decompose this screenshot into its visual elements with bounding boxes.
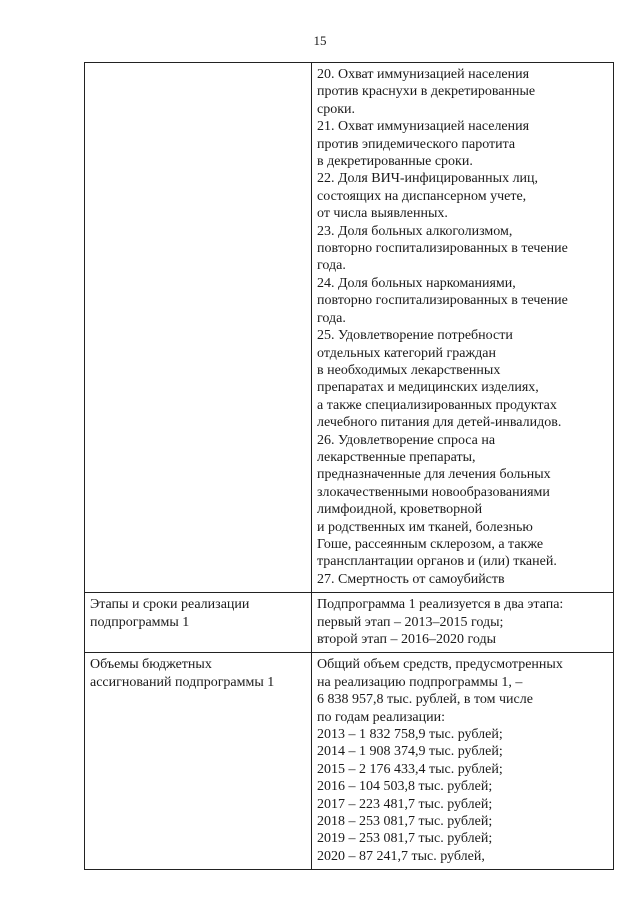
table-row-indicators — [85, 63, 614, 593]
cell-text-line: 22. Доля ВИЧ-инфицированных лиц, — [317, 171, 539, 187]
cell-text-line: препаратах и медицинских изделиях, — [317, 380, 539, 396]
cell-text-line: в декретированные сроки. — [317, 154, 473, 170]
table-row-budget — [85, 653, 614, 870]
cell-text-line: Подпрограмма 1 реализуется в два этапа: — [317, 597, 564, 613]
cell-text-line: 21. Охват иммунизацией населения — [317, 119, 530, 135]
row-label-cell — [85, 63, 312, 593]
cell-text-line: от числа выявленных. — [317, 206, 448, 222]
cell-text-line: состоящих на диспансерном учете, — [317, 188, 527, 204]
passport-table-body — [85, 63, 614, 870]
cell-text-line: лимфоидной, кроветворной — [317, 502, 483, 518]
cell-text-line: 2017 – 223 481,7 тыс. рублей; — [317, 796, 493, 812]
cell-text-line: 2016 – 104 503,8 тыс. рублей; — [317, 779, 493, 795]
program-passport-table — [84, 62, 614, 870]
page-number: 15 — [313, 33, 327, 48]
cell-text-line: Общий объем средств, предусмотренных — [317, 657, 563, 673]
cell-text-line: злокачественными новообразованиями — [317, 484, 550, 500]
cell-text-line: подпрограммы 1 — [90, 614, 190, 630]
cell-text-line: Этапы и сроки реализации — [90, 597, 250, 613]
cell-text-line: на реализацию подпрограммы 1, – — [317, 674, 523, 690]
cell-text-line: 26. Удовлетворение спроса на — [317, 432, 496, 448]
cell-text-line: против краснухи в декретированные — [317, 84, 536, 100]
cell-text-line: 2020 – 87 241,7 тыс. рублей, — [317, 848, 485, 864]
cell-text-line: Гоше, рассеянным склерозом, а также — [317, 536, 544, 552]
cell-text-line: 2019 – 253 081,7 тыс. рублей; — [317, 831, 493, 847]
cell-text-line: против эпидемического паротита — [317, 136, 516, 152]
cell-text-line: повторно госпитализированных в течение — [317, 293, 568, 309]
cell-text-line: второй этап – 2016–2020 годы — [317, 632, 497, 647]
cell-text-line: ассигнований подпрограммы 1 — [90, 674, 275, 690]
cell-text-line: по годам реализации: — [317, 709, 445, 725]
row-value-cell — [312, 63, 614, 593]
cell-text-line: 2013 – 1 832 758,9 тыс. рублей; — [317, 727, 503, 743]
cell-text-line: 2015 – 2 176 433,4 тыс. рублей; — [317, 761, 503, 777]
cell-text-line: лекарственные препараты, — [317, 449, 476, 465]
row-value-cell — [312, 593, 614, 653]
cell-text-line: 27. Смертность от самоубийств — [317, 571, 505, 587]
row-label-cell — [85, 593, 312, 653]
cell-text-line: в необходимых лекарственных — [317, 362, 501, 378]
cell-text-line: лечебного питания для детей-инвалидов. — [317, 415, 562, 431]
cell-text-line: первый этап – 2013–2015 годы; — [317, 614, 504, 630]
cell-text-line: трансплантации органов и (или) тканей. — [317, 554, 557, 570]
cell-text-line: 2018 – 253 081,7 тыс. рублей; — [317, 814, 493, 830]
cell-text-line: Объемы бюджетных — [90, 657, 212, 673]
cell-text-line: повторно госпитализированных в течение — [317, 241, 568, 257]
cell-text-line: 2014 – 1 908 374,9 тыс. рублей; — [317, 744, 503, 760]
cell-text-line: года. — [317, 310, 346, 326]
cell-text-line: предназначенные для лечения больных — [317, 467, 551, 483]
table-row-stages — [85, 593, 614, 653]
row-label-cell — [85, 653, 312, 870]
cell-text-line: 20. Охват иммунизацией населения — [317, 67, 530, 82]
cell-text-line: сроки. — [317, 101, 356, 117]
row-value-cell — [312, 653, 614, 870]
cell-text-line: отдельных категорий граждан — [317, 345, 496, 361]
cell-text-line: 25. Удовлетворение потребности — [317, 328, 513, 344]
cell-text-line: года. — [317, 258, 346, 274]
cell-text-line: 23. Доля больных алкоголизмом, — [317, 223, 513, 239]
cell-text-line: 24. Доля больных наркоманиями, — [317, 275, 516, 291]
cell-text-line: а также специализированных продуктах — [317, 397, 557, 413]
cell-text-line: и родственных им тканей, болезнью — [317, 519, 533, 535]
cell-text-line: 6 838 957,8 тыс. рублей, в том числе — [317, 692, 533, 708]
